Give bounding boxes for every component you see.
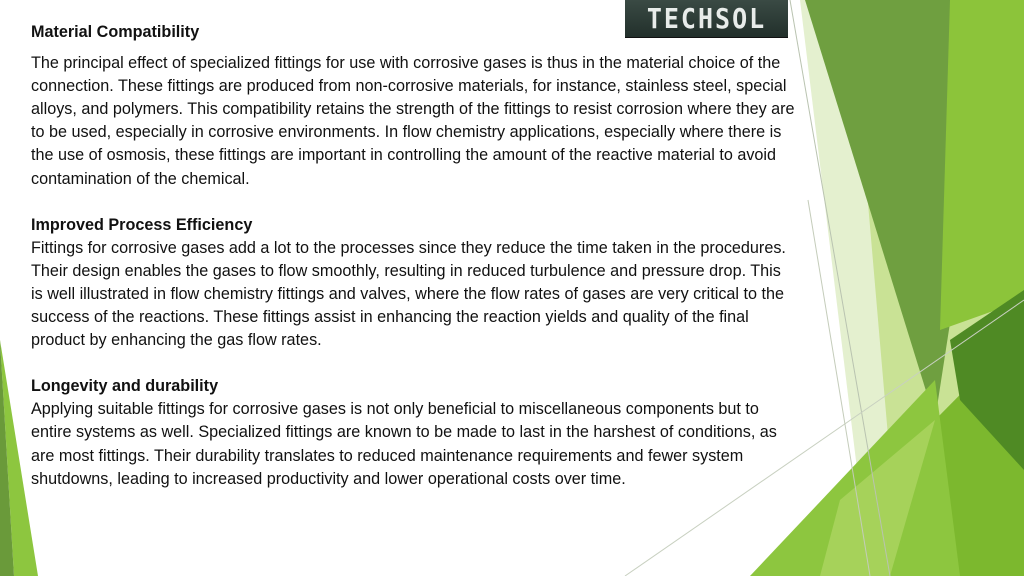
slide-content bbox=[31, 21, 796, 491]
logo-text: TECHSOL bbox=[646, 2, 767, 35]
section-title-improved-process-efficiency: Improved Process Efficiency bbox=[31, 215, 253, 234]
section-title-material-compatibility: Material Compatibility bbox=[31, 23, 200, 41]
facet-bright-top bbox=[940, 0, 1024, 330]
section-body-improved-process-efficiency: Fittings for corrosive gases add a lot to the processes since they reduce the time taken in the procedures. Their design enables the gases to flow smoothly, resulting in reduced turbulence and pressure drop. This is well illustrated in flow chemistry fittings and valves, where the flow rates of gases are very critical to the success of the reactions. These fittings assist in enhancing the reaction yields and quality of the final product by enhancing the gas flow rates. bbox=[31, 238, 786, 350]
section-title-longevity-durability: Longevity and durability bbox=[31, 377, 219, 396]
section-body-longevity-durability: Applying suitable fittings for corrosive gases is not only beneficial to miscellaneous components but to entire systems as well. Specialized fittings are known to be made to last in the harshest of conditions, as are most fittings. Their durability translates to reduced maintenance requirements and fewer system shutdowns, leading to increased productivity and lower operational costs over time. bbox=[31, 400, 777, 488]
paragraph-gap bbox=[31, 191, 796, 214]
paragraph-gap bbox=[31, 352, 796, 375]
section-body-material-compatibility: The principal effect of specialized fittings for use with corrosive gases is thus in the material choice of the connection. These fittings are produced from non-corrosive materials, for instance, stainless steel, special alloys, and polymers. This compatibility retains the strength of the fittings to resist corrosion where they are to be used, especially in corrosive environments. In flow chemistry applications, especially where there is the use of osmosis, these fittings are important in controlling the amount of the reactive material to avoid contamination of the chemical. bbox=[31, 54, 795, 188]
